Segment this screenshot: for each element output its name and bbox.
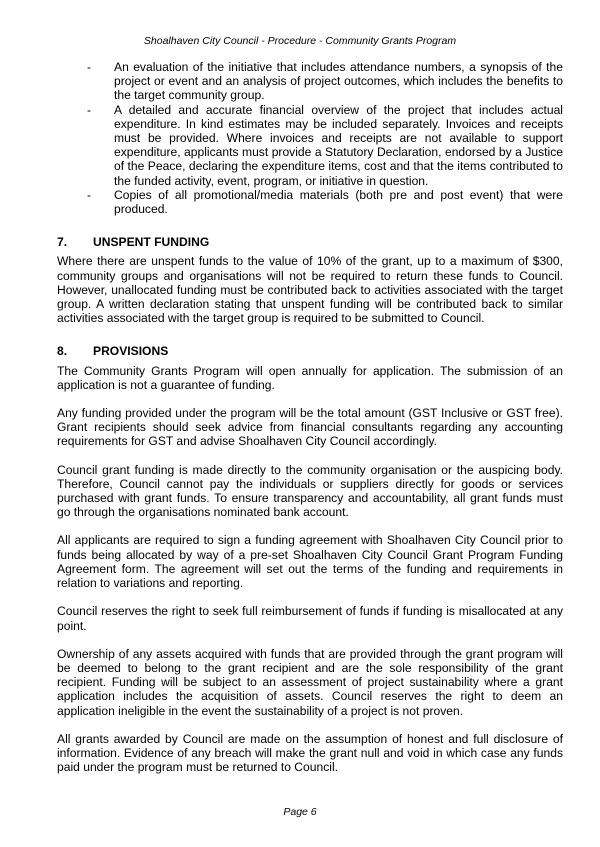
list-item [57,188,563,216]
bullet-marker: - [87,60,92,74]
page-content [57,60,563,788]
bullet-marker: - [87,102,92,117]
section-heading-unspent-funding [57,235,563,249]
section-title: UNSPENT FUNDING [93,235,210,250]
running-header: Shoalhaven City Council - Procedure - Community Grants Program [143,35,457,47]
section-number: 8. [57,344,68,359]
list-item [57,103,563,188]
paragraph: The Community Grants Program will open annually for application. The submission of an application is not a guarantee of funding. [57,363,563,392]
list-item-text: An evaluation of the initiative that includes attendance numbers, a synopsis of the project or event and an analysis of project outcomes, which includes the benefits to the target community group. [114,60,563,103]
section-title: PROVISIONS [93,344,169,359]
list-item-text: A detailed and accurate financial overview of the project that includes actual expenditure. In kind estimates may be included separately. Invoices and receipts must be provided. Where invoices and receipts are not available to support expenditure, applicants must provide a Statutory Declaration, endorsed by a Justice of the Peace, declaring the expenditure items, cost and that the items contributed to the funded activity, event, program, or initiative in question. [114,102,563,188]
paragraph: Ownership of any assets acquired with funds that are provided through the grant program will be deemed to belong to the grant recipient and are the sole responsibility of the grant recipient. Funding will be subject to an assessment of project sustainability where a grant application includes the acquisition of assets. Council reserves the right to deem an application ineligible in the event the sustainability of a project is not proven. [57,646,563,718]
paragraph: All grants awarded by Council are made on the assumption of honest and full disclosure of information. Evidence of any breach will make the grant null and void in which case any funds paid under the program must be returned to Council. [57,731,563,775]
section-number: 7. [57,235,68,250]
paragraph: Where there are unspent funds to the value of 10% of the grant, up to a maximum of $300, community groups and organisations will not be required to return these funds to Council. However, unallocated funding must be contributed back to activities associated with the target group. A written declaration stating that unspent funding will be contributed back to similar activities associated with the target group is required to be submitted to Council. [57,254,563,326]
paragraph: All applicants are required to sign a funding agreement with Shoalhaven City Council prior to funds being allocated by way of a pre-set Shoalhaven City Council Grant Program Funding Agreement form. The agreement will set out the terms of the funding and requirements in relation to variations and reporting. [57,533,563,591]
paragraph: Council reserves the right to seek full reimbursement of funds if funding is misallocated at any point. [57,604,563,633]
section-heading-provisions [57,344,563,358]
requirements-list [57,60,563,216]
paragraph: Any funding provided under the program will be the total amount (GST Inclusive or GST free). Grant recipients should seek advice from financial consultants regarding any accounting requirements for GST and advise Shoalhaven City Council accordingly. [57,406,563,449]
list-item-text: Copies of all promotional/media materials (both pre and post event) that were produced. [114,187,563,217]
page-number: Page 6 [283,806,317,818]
paragraph: Council grant funding is made directly to the community organisation or the auspicing body. Therefore, Council cannot pay the individuals or suppliers directly for goods or services purchased with grant funds. To ensure transparency and accountability, all grant funds must go through the organisations nominated bank account. [57,462,563,520]
bullet-marker: - [87,187,92,202]
list-item [57,60,563,103]
